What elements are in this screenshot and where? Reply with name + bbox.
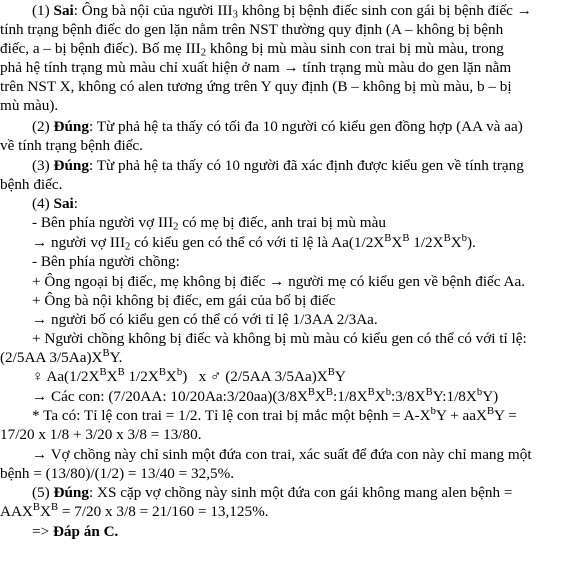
text-line: điếc, a – bị bệnh điếc). Bố mẹ $III_2$ không bị mù màu sinh con trai bị mù màu, trong [0,40,504,59]
text-line: (1) Sai: Ông bà nội của người $III_3$ không bị bệnh điếc sinh con gái bị bệnh điếc → [32,2,532,21]
text-line: (3) Đúng: Từ phả hệ ta thấy có 10 người đã xác định được kiểu gen về tính trạng [32,157,524,174]
text-line: bệnh = (13/80)/(1/2) = 13/40 = 32,5%. [0,465,235,482]
text-line: mù màu). [0,97,59,114]
text-line: $AAX^BX^B = 7/20$ x 3/8 = 21/160 = 13,125%. [0,502,269,520]
text-line: ♀ $Aa(1/2X^BX^B$ $1/2X^BX^b$) x ♂ (2/5AA $3/5Aa)X^BY$ [32,367,346,385]
text-line: (2/5AA $3/5Aa)X^BY$. [0,348,123,366]
text-line: về tính trạng bệnh điếc. [0,137,143,154]
text-line: → người vợ $III_2$ có kiểu gen có thể có với tỉ lệ là $Aa(1/2X^BX^B$ $1/2X^BX^b$). [32,233,476,253]
text-line: tính trạng bệnh điếc do gen lặn nằm trên NST thường quy định (A – không bị bệnh [0,21,504,38]
text-line: + Người chồng không bị điếc và không bị mù màu có kiểu gen có thể có với tỉ lệ: [32,330,527,347]
text-line: - Bên phía người chồng: [32,253,180,270]
text-line: → người bố có kiểu gen có thể có với tỉ lệ 1/3AA 2/3Aa. [32,311,378,328]
text-line: (2) Đúng: Từ phả hệ ta thấy có tối đa 10 người có kiểu gen đồng hợp (AA và aa) [32,118,523,135]
text-line: - Bên phía người vợ $III_2$ có mẹ bị điếc, anh trai bị mù màu [32,214,386,233]
text-line: → Vợ chồng này chỉ sinh một đứa con trai, xác suất để đứa con này chỉ mang một [32,446,532,463]
text-line: (5) Đúng: XS cặp vợ chồng này sinh một đứa con gái không mang alen bệnh = [32,484,513,501]
text-line: (4) Sai: [32,195,79,212]
text-line: 17/20 x 1/8 + 3/20 x 3/8 = 13/80. [0,426,202,443]
text-line: + Ông ngoại bị điếc, mẹ không bị điếc → người mẹ có kiểu gen về bệnh điếc Aa. [32,273,525,290]
text-line: trên NST X, không có alen tương ứng trên Y quy định (B – không bị mù màu, b – bị [0,78,512,95]
text-line: + Ông bà nội không bị điếc, em gái của bố bị điếc [32,292,336,309]
text-line: phả hệ tính trạng mù màu chỉ xuất hiện ở nam → tính trạng mù màu do gen lặn nằm [0,59,512,76]
text-line: bệnh điếc. [0,176,63,193]
text-line: * Ta có: Tỉ lệ con trai = 1/2. Tỉ lệ con trai bị mắc một bệnh = $A-X^bY + aaX^BY$ = [32,406,517,424]
text-line: → Các con: (7/20AA: $10/20Aa:3/20aa)(3/8X^BX^B:1/8X^BX^b:3/8X^BY:1/8X^bY)$ [32,387,499,405]
text-line: => Đáp án C. [32,523,119,540]
